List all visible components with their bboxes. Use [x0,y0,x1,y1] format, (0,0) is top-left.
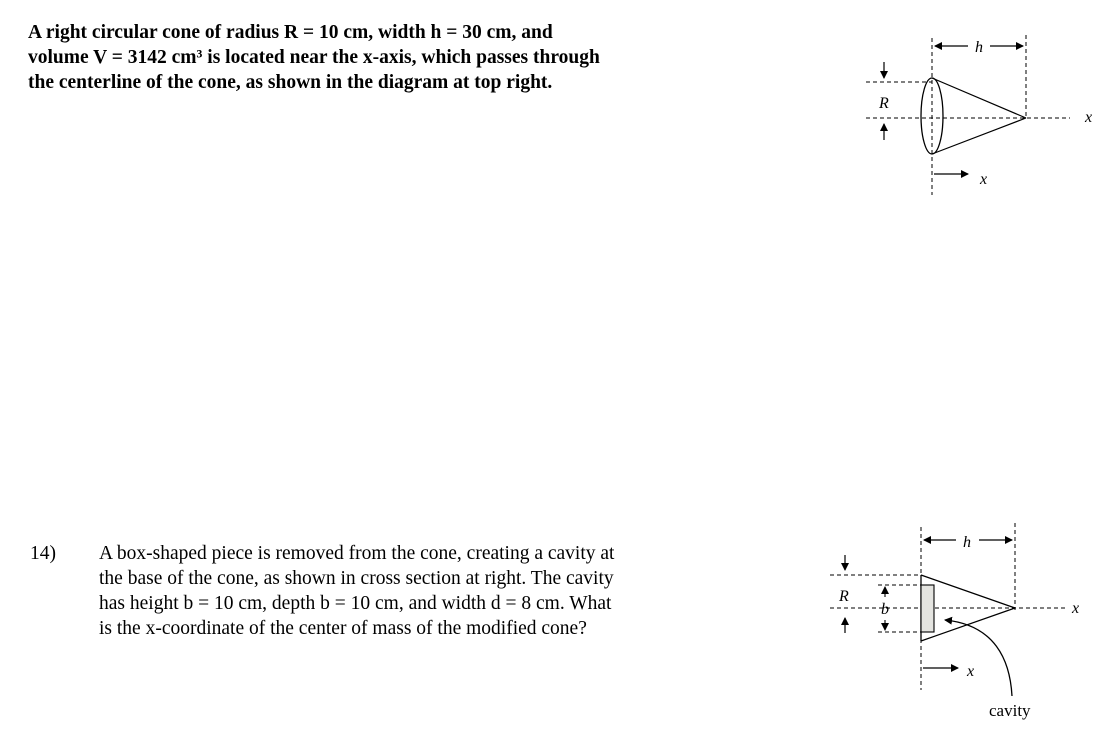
label-r-2: R [839,588,849,605]
question-line-1: A box-shaped piece is removed from the cone, creating a cavity at [99,543,615,564]
question-line-4: is the x-coordinate of the center of mass of the modified cone? [99,618,587,639]
label-h-2: h [963,534,971,551]
intro-line-2: volume V = 3142 cm³ is located near the x-axis, which passes through [28,47,600,68]
label-r: R [879,95,889,112]
cone-upper-side-2 [921,575,1015,608]
question-line-3: has height b = 10 cm, depth b = 10 cm, and width d = 8 cm. What [99,593,612,614]
label-x-axis-2: x [1072,600,1080,617]
intro-line-1: A right circular cone of radius R = 10 cm, width h = 30 cm, and [28,22,553,43]
label-cavity: cavity [989,701,1031,720]
label-b: b [881,601,889,618]
question-number: 14) [30,543,56,564]
cavity-pointer-curve [945,620,1012,696]
cavity-box [921,585,934,632]
intro-line-3: the centerline of the cone, as shown in the diagram at top right. [28,72,553,93]
label-x-arrow-2: x [967,663,975,680]
question-line-2: the base of the cone, as shown in cross section at right. The cavity [99,568,614,589]
label-x-arrow: x [980,171,988,188]
label-h: h [975,39,983,56]
label-x-axis: x [1085,109,1093,126]
